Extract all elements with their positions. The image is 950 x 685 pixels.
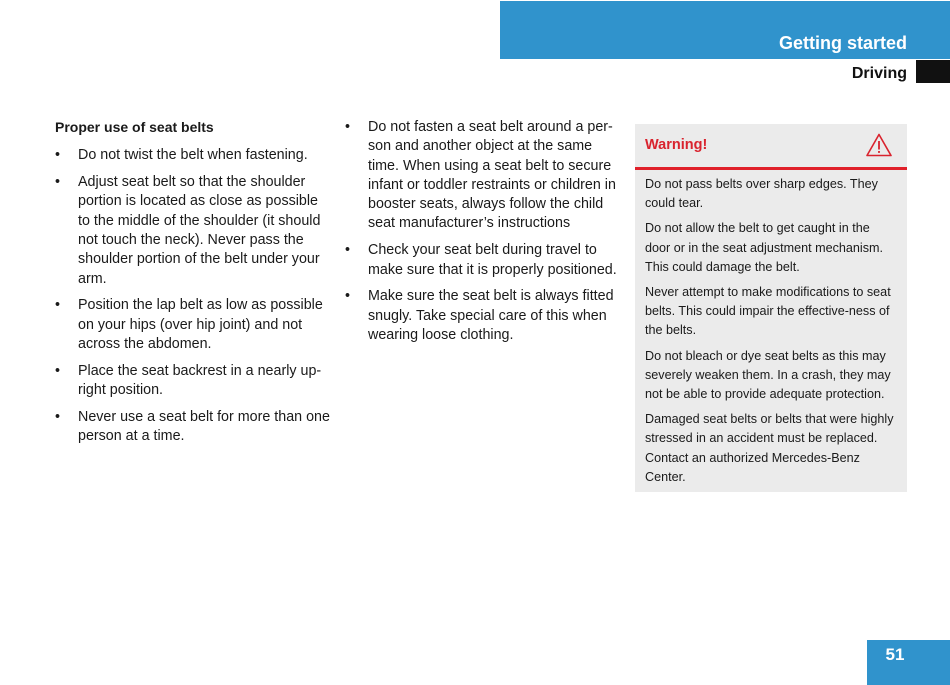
list-item: • Adjust seat belt so that the shoulder portion is located as close as possible to the middle of the shoulder (it should not touch the neck). Never pass the shoulder portion of the belt under your arm. — [55, 174, 321, 287]
warning-triangle-icon — [866, 133, 892, 157]
warning-paragraph: Do not allow the belt to get caught in the door or in the seat adjustment mechanism. This could damage the belt. — [645, 221, 884, 274]
middle-column — [345, 118, 620, 353]
section-heading: Proper use of seat belts — [55, 119, 214, 135]
bullet-icon: • — [55, 297, 61, 314]
warning-header — [635, 124, 907, 170]
subsection-tab-marker — [916, 60, 950, 83]
bullet-icon: • — [55, 408, 61, 425]
middle-bullet-list — [345, 118, 620, 345]
list-item: • Never use a seat belt for more than one person at a time. — [55, 408, 330, 445]
bullet-icon: • — [345, 242, 351, 259]
warning-paragraph: Do not pass belts over sharp edges. They could tear. — [645, 177, 878, 211]
warning-title: Warning! — [645, 137, 708, 153]
bullet-icon: • — [55, 362, 61, 379]
section-title: Getting started — [778, 33, 907, 53]
list-item: • Do not twist the belt when fastening. — [55, 146, 330, 165]
bullet-icon: • — [345, 288, 351, 305]
page-number: 51 — [885, 645, 905, 664]
warning-paragraph: Do not bleach or dye seat belts as this may severely weaken them. In a crash, they may not be able to provide adequate protection. — [645, 348, 891, 402]
warning-paragraph: Damaged seat belts or belts that were highly stressed in an accident must be replaced. Contact an authorized Mercedes-Benz Center. — [645, 412, 894, 484]
warning-body — [635, 170, 907, 487]
list-item: • Position the lap belt as low as possible on your hips (over hip joint) and not across the abdomen. — [55, 297, 323, 352]
page-number-box — [867, 640, 950, 685]
list-item: • Make sure the seat belt is always fitted snugly. Take special care of this when wearing loose clothing. — [345, 288, 614, 343]
left-bullet-list — [55, 146, 330, 446]
warning-paragraph: Never attempt to make modifications to seat belts. This could impair the effective-ness of the belts. — [645, 285, 891, 338]
list-item: • Place the seat backrest in a nearly up-right position. — [55, 362, 322, 399]
left-column — [55, 118, 330, 454]
bullet-icon: • — [55, 174, 61, 191]
list-item: • Check your seat belt during travel to make sure that it is properly positioned. — [345, 242, 617, 278]
subsection-title: Driving — [851, 65, 907, 82]
warning-box — [635, 124, 907, 492]
list-item: • Do not fasten a seat belt around a per-son and another object at the same time. When using a seat belt to secure infant or toddler restraints or children in booster seats, always follow the child seat manufacturer’s instructions — [345, 119, 616, 232]
bullet-icon: • — [345, 119, 351, 135]
bullet-icon: • — [55, 147, 61, 164]
